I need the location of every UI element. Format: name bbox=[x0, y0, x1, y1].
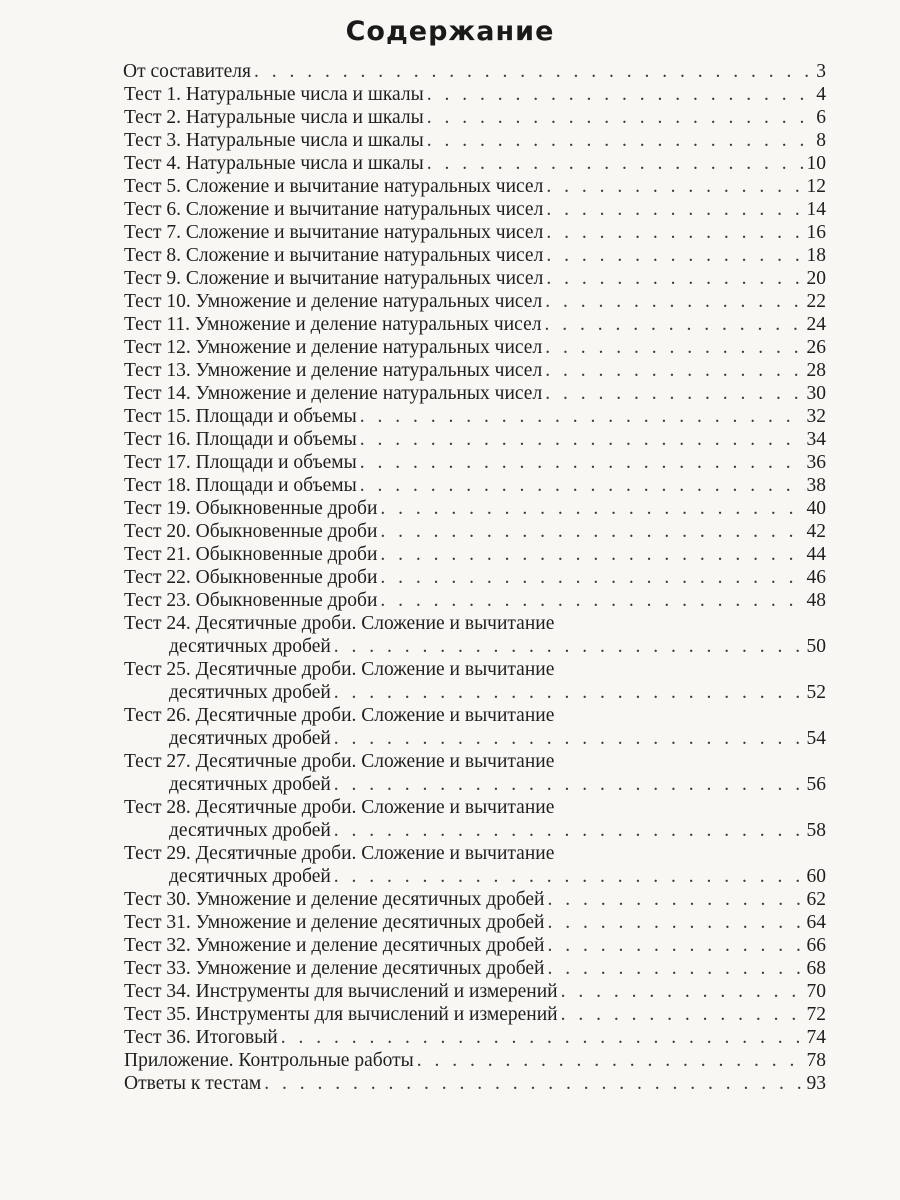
toc-entry-line bbox=[120, 497, 826, 520]
toc-entry-continuation-line bbox=[120, 865, 826, 888]
toc-entry-line bbox=[120, 980, 826, 1003]
toc-entry-page: 38 bbox=[806, 475, 826, 496]
dot-leader bbox=[360, 405, 805, 428]
dot-leader bbox=[380, 520, 804, 543]
toc-entry-title: Тест 26. Десятичные дроби. Сложение и вычитание bbox=[124, 705, 555, 726]
dot-leader bbox=[281, 1026, 805, 1049]
toc-entry bbox=[120, 198, 826, 221]
page-title: Содержание bbox=[345, 16, 555, 47]
toc-entry-line bbox=[120, 658, 826, 681]
toc-entry-page: 78 bbox=[806, 1050, 826, 1071]
toc-entry-title: От составителя bbox=[123, 61, 251, 82]
toc-entry bbox=[120, 267, 826, 290]
toc-entry-page: 46 bbox=[806, 567, 826, 588]
toc-entry-page: 42 bbox=[806, 521, 826, 542]
toc-entry-page: 24 bbox=[806, 314, 826, 335]
toc-entry-continuation: десятичных дробей bbox=[169, 682, 331, 703]
toc-entry-title: Тест 6. Сложение и вычитание натуральных чисел bbox=[124, 199, 544, 220]
toc-entry-title: Тест 5. Сложение и вычитание натуральных чисел bbox=[124, 176, 544, 197]
dot-leader bbox=[545, 359, 804, 382]
toc-entry bbox=[120, 612, 826, 658]
toc-entry-title: Тест 8. Сложение и вычитание натуральных чисел bbox=[124, 245, 544, 266]
toc-entry bbox=[120, 589, 826, 612]
toc-entry-line bbox=[120, 543, 826, 566]
dot-leader bbox=[380, 497, 804, 520]
toc-entry-page: 64 bbox=[806, 912, 826, 933]
toc-entry-page: 36 bbox=[806, 452, 826, 473]
dot-leader bbox=[380, 543, 804, 566]
toc-entry-page: 28 bbox=[806, 360, 826, 381]
toc-entry-title: Тест 9. Сложение и вычитание натуральных чисел bbox=[124, 268, 544, 289]
toc-entry-page: 48 bbox=[806, 590, 826, 611]
toc-entry bbox=[120, 934, 826, 957]
toc-entry-title: Тест 1. Натуральные числа и шкалы bbox=[124, 84, 424, 105]
toc-entry-page: 30 bbox=[806, 383, 826, 404]
toc-entry bbox=[120, 83, 826, 106]
toc-entry-page: 44 bbox=[806, 544, 826, 565]
dot-leader bbox=[427, 129, 815, 152]
toc-entry bbox=[120, 842, 826, 888]
toc-entry-page: 26 bbox=[806, 337, 826, 358]
toc-entry-title: Тест 21. Обыкновенные дроби bbox=[124, 544, 378, 565]
toc-entry bbox=[120, 1049, 826, 1072]
dot-leader bbox=[545, 336, 804, 359]
toc-entry bbox=[120, 911, 826, 934]
toc-entry bbox=[120, 704, 826, 750]
toc-entry-line bbox=[120, 911, 826, 934]
dot-leader bbox=[334, 635, 805, 658]
dot-leader bbox=[254, 60, 814, 83]
toc-entry-page: 18 bbox=[806, 245, 826, 266]
toc-entry-line bbox=[120, 1049, 826, 1072]
toc-entry-title: Тест 33. Умножение и деление десятичных дробей bbox=[124, 958, 545, 979]
toc-entry-line bbox=[120, 359, 826, 382]
toc-entry-page: 40 bbox=[806, 498, 826, 519]
dot-leader bbox=[546, 221, 804, 244]
toc-entry-continuation-line bbox=[120, 635, 826, 658]
toc-entry-page: 3 bbox=[816, 61, 826, 82]
toc-entry bbox=[120, 129, 826, 152]
toc-entry bbox=[120, 543, 826, 566]
toc-entry-title: Тест 23. Обыкновенные дроби bbox=[124, 590, 378, 611]
toc-entry-page: 10 bbox=[806, 153, 826, 174]
toc-entry-title: Тест 32. Умножение и деление десятичных дробей bbox=[124, 935, 545, 956]
toc-entry-page: 14 bbox=[806, 199, 826, 220]
toc-entry-line bbox=[120, 290, 826, 313]
toc-entry-title: Тест 2. Натуральные числа и шкалы bbox=[124, 107, 424, 128]
toc-entry-line bbox=[120, 474, 826, 497]
dot-leader bbox=[334, 681, 805, 704]
toc-entry-title: Тест 29. Десятичные дроби. Сложение и вычитание bbox=[124, 843, 555, 864]
toc-entry bbox=[120, 497, 826, 520]
toc-entry-line bbox=[120, 934, 826, 957]
toc-entry-line bbox=[120, 451, 826, 474]
dot-leader bbox=[360, 428, 805, 451]
toc-entry-line bbox=[120, 888, 826, 911]
toc-entry-title: Тест 12. Умножение и деление натуральных чисел bbox=[124, 337, 543, 358]
dot-leader bbox=[360, 451, 805, 474]
dot-leader bbox=[546, 198, 804, 221]
toc-entry-page: 16 bbox=[806, 222, 826, 243]
dot-leader bbox=[546, 244, 804, 267]
toc-entry bbox=[120, 658, 826, 704]
toc-entry-title: Тест 22. Обыкновенные дроби bbox=[124, 567, 378, 588]
toc-entry-title: Тест 4. Натуральные числа и шкалы bbox=[124, 153, 424, 174]
toc-entry-line bbox=[120, 1003, 826, 1026]
dot-leader bbox=[427, 83, 815, 106]
toc-entry bbox=[120, 382, 826, 405]
toc-entry-line bbox=[120, 336, 826, 359]
toc-entry-page: 60 bbox=[806, 866, 826, 887]
toc-entry-page: 66 bbox=[806, 935, 826, 956]
dot-leader bbox=[417, 1049, 805, 1072]
toc-entry-continuation-line bbox=[120, 819, 826, 842]
toc-entry-line bbox=[120, 405, 826, 428]
dot-leader bbox=[545, 290, 804, 313]
toc-entry bbox=[120, 152, 826, 175]
toc-entry-title: Тест 3. Натуральные числа и шкалы bbox=[124, 130, 424, 151]
toc-entry-continuation-line bbox=[120, 773, 826, 796]
toc-entry-line bbox=[120, 244, 826, 267]
toc-entry bbox=[120, 290, 826, 313]
toc-entry-page: 52 bbox=[806, 682, 826, 703]
dot-leader bbox=[380, 566, 804, 589]
dot-leader bbox=[427, 152, 805, 175]
dot-leader bbox=[547, 888, 804, 911]
toc-entry-title: Тест 17. Площади и объемы bbox=[124, 452, 357, 473]
toc-entry-line bbox=[120, 428, 826, 451]
toc-entry bbox=[120, 1026, 826, 1049]
toc-entry-continuation: десятичных дробей bbox=[169, 728, 331, 749]
toc-entry-title: Тест 28. Десятичные дроби. Сложение и вычитание bbox=[124, 797, 555, 818]
toc-entry-page: 4 bbox=[816, 84, 826, 105]
toc-entry bbox=[120, 451, 826, 474]
toc-entry-line bbox=[123, 60, 826, 83]
toc-entry-continuation: десятичных дробей bbox=[169, 866, 331, 887]
toc-entry-title: Тест 35. Инструменты для вычислений и измерений bbox=[124, 1004, 558, 1025]
toc-entry bbox=[120, 750, 826, 796]
toc-entry-line bbox=[120, 152, 826, 175]
dot-leader bbox=[547, 911, 804, 934]
toc-entry-line bbox=[120, 198, 826, 221]
toc-entry-continuation: десятичных дробей bbox=[169, 774, 331, 795]
toc-entry bbox=[120, 796, 826, 842]
toc-entry-page: 58 bbox=[806, 820, 826, 841]
toc-entry bbox=[120, 566, 826, 589]
toc-entry-title: Приложение. Контрольные работы bbox=[124, 1050, 414, 1071]
toc-entry-line bbox=[120, 106, 826, 129]
toc-entry-title: Тест 15. Площади и объемы bbox=[124, 406, 357, 427]
toc-entry-title: Тест 19. Обыкновенные дроби bbox=[124, 498, 378, 519]
dot-leader bbox=[546, 267, 804, 290]
dot-leader bbox=[546, 175, 804, 198]
toc-entry-line bbox=[120, 704, 826, 727]
toc-entry-line bbox=[120, 750, 826, 773]
dot-leader bbox=[380, 589, 804, 612]
toc-entry bbox=[120, 221, 826, 244]
toc-entry bbox=[120, 60, 826, 83]
toc-entry-title: Тест 34. Инструменты для вычислений и измерений bbox=[124, 981, 558, 1002]
toc-entry-page: 22 bbox=[806, 291, 826, 312]
dot-leader bbox=[334, 865, 805, 888]
toc-entry-title: Тест 20. Обыкновенные дроби bbox=[124, 521, 378, 542]
toc-entry-title: Тест 10. Умножение и деление натуральных чисел bbox=[124, 291, 543, 312]
toc-entry-line bbox=[120, 612, 826, 635]
toc-entry-line bbox=[120, 313, 826, 336]
toc-entry-line bbox=[120, 83, 826, 106]
toc-entry-page: 34 bbox=[806, 429, 826, 450]
toc-entry bbox=[120, 359, 826, 382]
dot-leader bbox=[264, 1072, 804, 1095]
toc-entry-line bbox=[120, 796, 826, 819]
toc-entry-page: 56 bbox=[806, 774, 826, 795]
toc-entry bbox=[120, 313, 826, 336]
toc-entry bbox=[120, 175, 826, 198]
dot-leader bbox=[561, 980, 805, 1003]
toc-entry-title: Тест 14. Умножение и деление натуральных чисел bbox=[124, 383, 543, 404]
toc-entry-title: Тест 27. Десятичные дроби. Сложение и вычитание bbox=[124, 751, 555, 772]
toc-entry-continuation: десятичных дробей bbox=[169, 820, 331, 841]
toc-entry-continuation-line bbox=[120, 727, 826, 750]
toc-entry bbox=[120, 1072, 826, 1095]
toc-entry-title: Тест 30. Умножение и деление десятичных дробей bbox=[124, 889, 545, 910]
toc-entry-title: Ответы к тестам bbox=[124, 1073, 262, 1094]
dot-leader bbox=[360, 474, 805, 497]
toc-entry bbox=[120, 980, 826, 1003]
toc-entry-page: 54 bbox=[806, 728, 826, 749]
toc-entry bbox=[120, 405, 826, 428]
toc-entry-line bbox=[120, 175, 826, 198]
toc-entry-page: 6 bbox=[816, 107, 826, 128]
toc-entry bbox=[120, 520, 826, 543]
toc-entry-line bbox=[120, 957, 826, 980]
toc-entry-line bbox=[120, 129, 826, 152]
toc-entry bbox=[120, 474, 826, 497]
toc-entry-line bbox=[120, 589, 826, 612]
toc-entry-continuation-line bbox=[120, 681, 826, 704]
toc-entry bbox=[120, 106, 826, 129]
toc-entry-title: Тест 11. Умножение и деление натуральных чисел bbox=[124, 314, 542, 335]
dot-leader bbox=[334, 727, 805, 750]
dot-leader bbox=[545, 382, 804, 405]
dot-leader bbox=[334, 819, 805, 842]
toc-entry-page: 50 bbox=[806, 636, 826, 657]
toc-entry-page: 68 bbox=[806, 958, 826, 979]
toc-entry-continuation: десятичных дробей bbox=[169, 636, 331, 657]
toc-entry-title: Тест 18. Площади и объемы bbox=[124, 475, 357, 496]
dot-leader bbox=[544, 313, 804, 336]
toc-entry-page: 32 bbox=[806, 406, 826, 427]
toc-entry-page: 12 bbox=[806, 176, 826, 197]
toc-entry-page: 62 bbox=[806, 889, 826, 910]
toc-entry-title: Тест 25. Десятичные дроби. Сложение и вычитание bbox=[124, 659, 555, 680]
toc-entry-page: 8 bbox=[816, 130, 826, 151]
toc-entry-line bbox=[120, 267, 826, 290]
toc-entry-line bbox=[120, 382, 826, 405]
toc-entry-title: Тест 13. Умножение и деление натуральных чисел bbox=[124, 360, 543, 381]
toc-entry bbox=[120, 888, 826, 911]
toc-entry bbox=[120, 428, 826, 451]
dot-leader bbox=[547, 934, 804, 957]
toc-entry-line bbox=[120, 842, 826, 865]
toc-entry-title: Тест 24. Десятичные дроби. Сложение и вычитание bbox=[124, 613, 555, 634]
toc-entry-line bbox=[120, 1072, 826, 1095]
toc-entry-line bbox=[120, 221, 826, 244]
toc-entry-page: 20 bbox=[806, 268, 826, 289]
dot-leader bbox=[334, 773, 805, 796]
table-of-contents bbox=[120, 60, 826, 1095]
dot-leader bbox=[561, 1003, 805, 1026]
toc-entry bbox=[120, 244, 826, 267]
toc-entry-line bbox=[120, 566, 826, 589]
toc-entry-page: 74 bbox=[806, 1027, 826, 1048]
toc-entry-title: Тест 16. Площади и объемы bbox=[124, 429, 357, 450]
toc-entry-page: 70 bbox=[806, 981, 826, 1002]
toc-entry-title: Тест 31. Умножение и деление десятичных дробей bbox=[124, 912, 545, 933]
dot-leader bbox=[547, 957, 804, 980]
toc-entry-line bbox=[120, 1026, 826, 1049]
toc-entry-line bbox=[120, 520, 826, 543]
toc-entry bbox=[120, 336, 826, 359]
toc-entry bbox=[120, 1003, 826, 1026]
toc-entry-page: 72 bbox=[806, 1004, 826, 1025]
toc-entry-title: Тест 7. Сложение и вычитание натуральных чисел bbox=[124, 222, 544, 243]
toc-entry-page: 93 bbox=[806, 1073, 826, 1094]
toc-entry-title: Тест 36. Итоговый bbox=[124, 1027, 278, 1048]
toc-entry bbox=[120, 957, 826, 980]
dot-leader bbox=[427, 106, 815, 129]
